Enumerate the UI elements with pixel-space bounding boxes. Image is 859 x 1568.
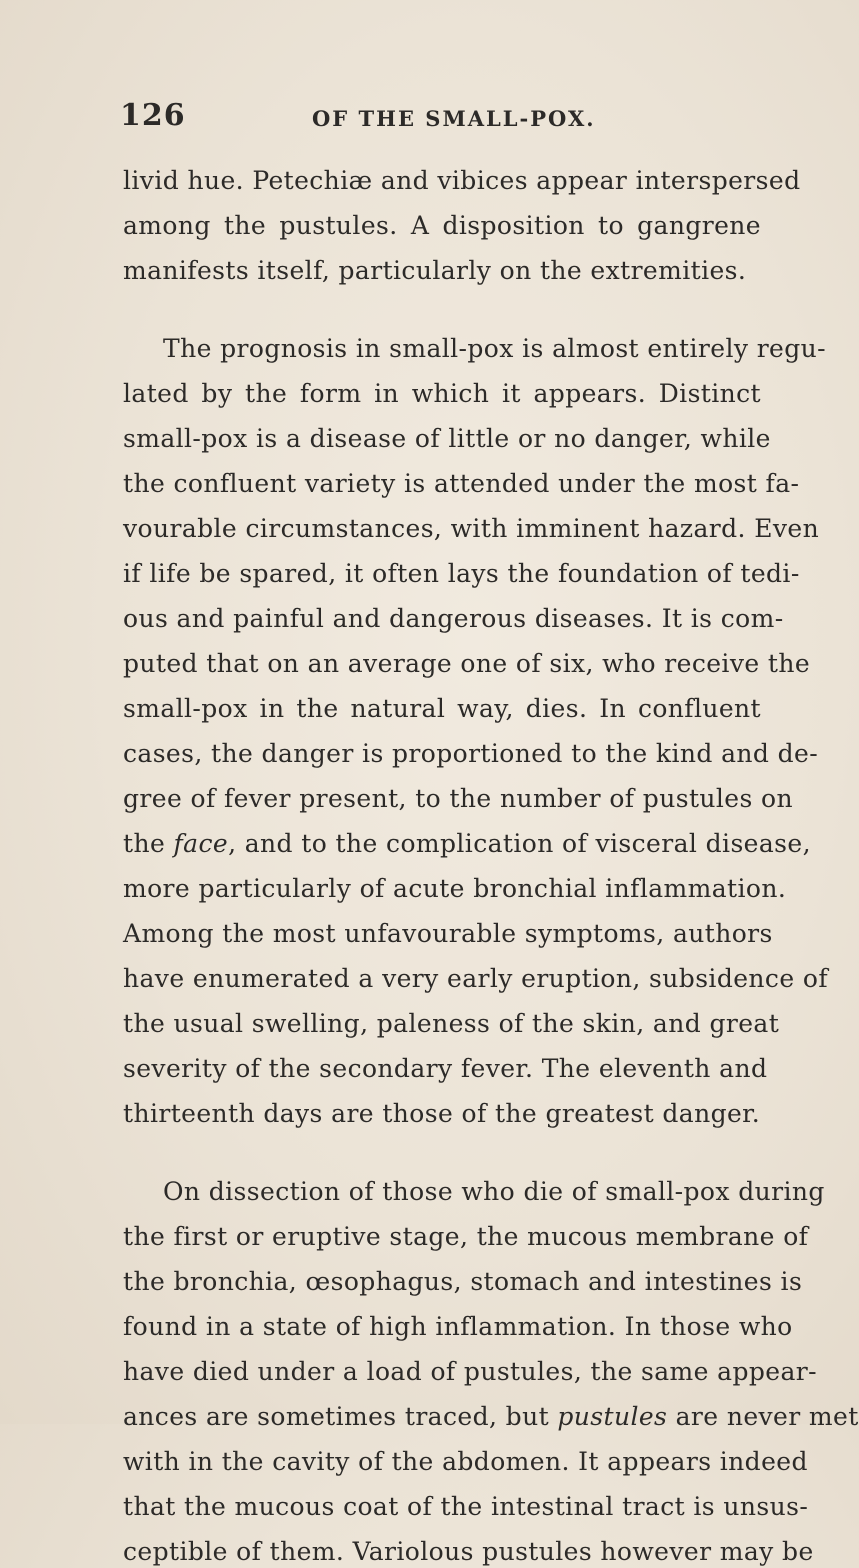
running-head	[120, 98, 760, 138]
text-run: ances are sometimes traced, but	[123, 1402, 558, 1431]
text-line: the confluent variety is attended under the most fa-	[123, 469, 800, 498]
italic-text: pustules	[557, 1402, 668, 1431]
text-line: manifests itself, particularly on the extremities.	[123, 256, 747, 285]
text-line: thirteenth days are those of the greatest danger.	[123, 1099, 761, 1128]
text-line: have enumerated a very early eruption, subsidence of	[123, 964, 828, 993]
text-line: small-pox in the natural way, dies. In confluent	[123, 694, 761, 723]
text-line: if life be spared, it often lays the foundation of tedi-	[123, 559, 800, 588]
text-line: ous and painful and dangerous diseases. It is com-	[123, 604, 784, 633]
text-run: are never met	[667, 1402, 859, 1431]
running-title: OF THE SMALL-POX.	[312, 106, 596, 131]
text-line: livid hue. Petechiæ and vibices appear interspersed	[123, 166, 801, 195]
italic-text: face	[173, 829, 229, 858]
text-line	[123, 1401, 859, 1433]
text-line: cases, the danger is proportioned to the kind and de-	[123, 739, 819, 768]
text-line: with in the cavity of the abdomen. It appears indeed	[123, 1447, 808, 1476]
text-line: that the mucous coat of the intestinal tract is unsus-	[123, 1492, 809, 1521]
text-line: gree of fever present, to the number of pustules on	[123, 784, 794, 813]
text-line: puted that on an average one of six, who receive the	[123, 649, 811, 678]
text-line: among the pustules. A disposition to gangrene	[123, 211, 761, 240]
text-run: the	[123, 829, 174, 858]
text-line: have died under a load of pustules, the same appear-	[123, 1357, 817, 1386]
text-line: the bronchia, œsophagus, stomach and intestines is	[123, 1267, 803, 1296]
text-line: severity of the secondary fever. The eleventh and	[123, 1054, 768, 1083]
text-line: the usual swelling, paleness of the skin, and great	[123, 1009, 780, 1038]
text-line: small-pox is a disease of little or no danger, while	[123, 424, 771, 453]
text-line: ceptible of them. Variolous pustules however may be	[123, 1537, 814, 1566]
text-line: lated by the form in which it appears. Distinct	[123, 379, 761, 408]
text-line: the first or eruptive stage, the mucous membrane of	[123, 1222, 809, 1251]
text-run: , and to the complication of visceral disease,	[228, 829, 811, 858]
text-line	[123, 828, 811, 860]
text-line: Among the most unfavourable symptoms, authors	[123, 919, 773, 948]
text-line: more particularly of acute bronchial inflammation.	[123, 874, 787, 903]
text-line: The prognosis in small-pox is almost entirely regu-	[163, 334, 827, 363]
text-line: found in a state of high inflammation. In those who	[123, 1312, 793, 1341]
text-line: On dissection of those who die of small-pox during	[163, 1177, 825, 1206]
text-line: vourable circumstances, with imminent hazard. Even	[123, 514, 820, 543]
page-number: 126	[120, 98, 186, 133]
